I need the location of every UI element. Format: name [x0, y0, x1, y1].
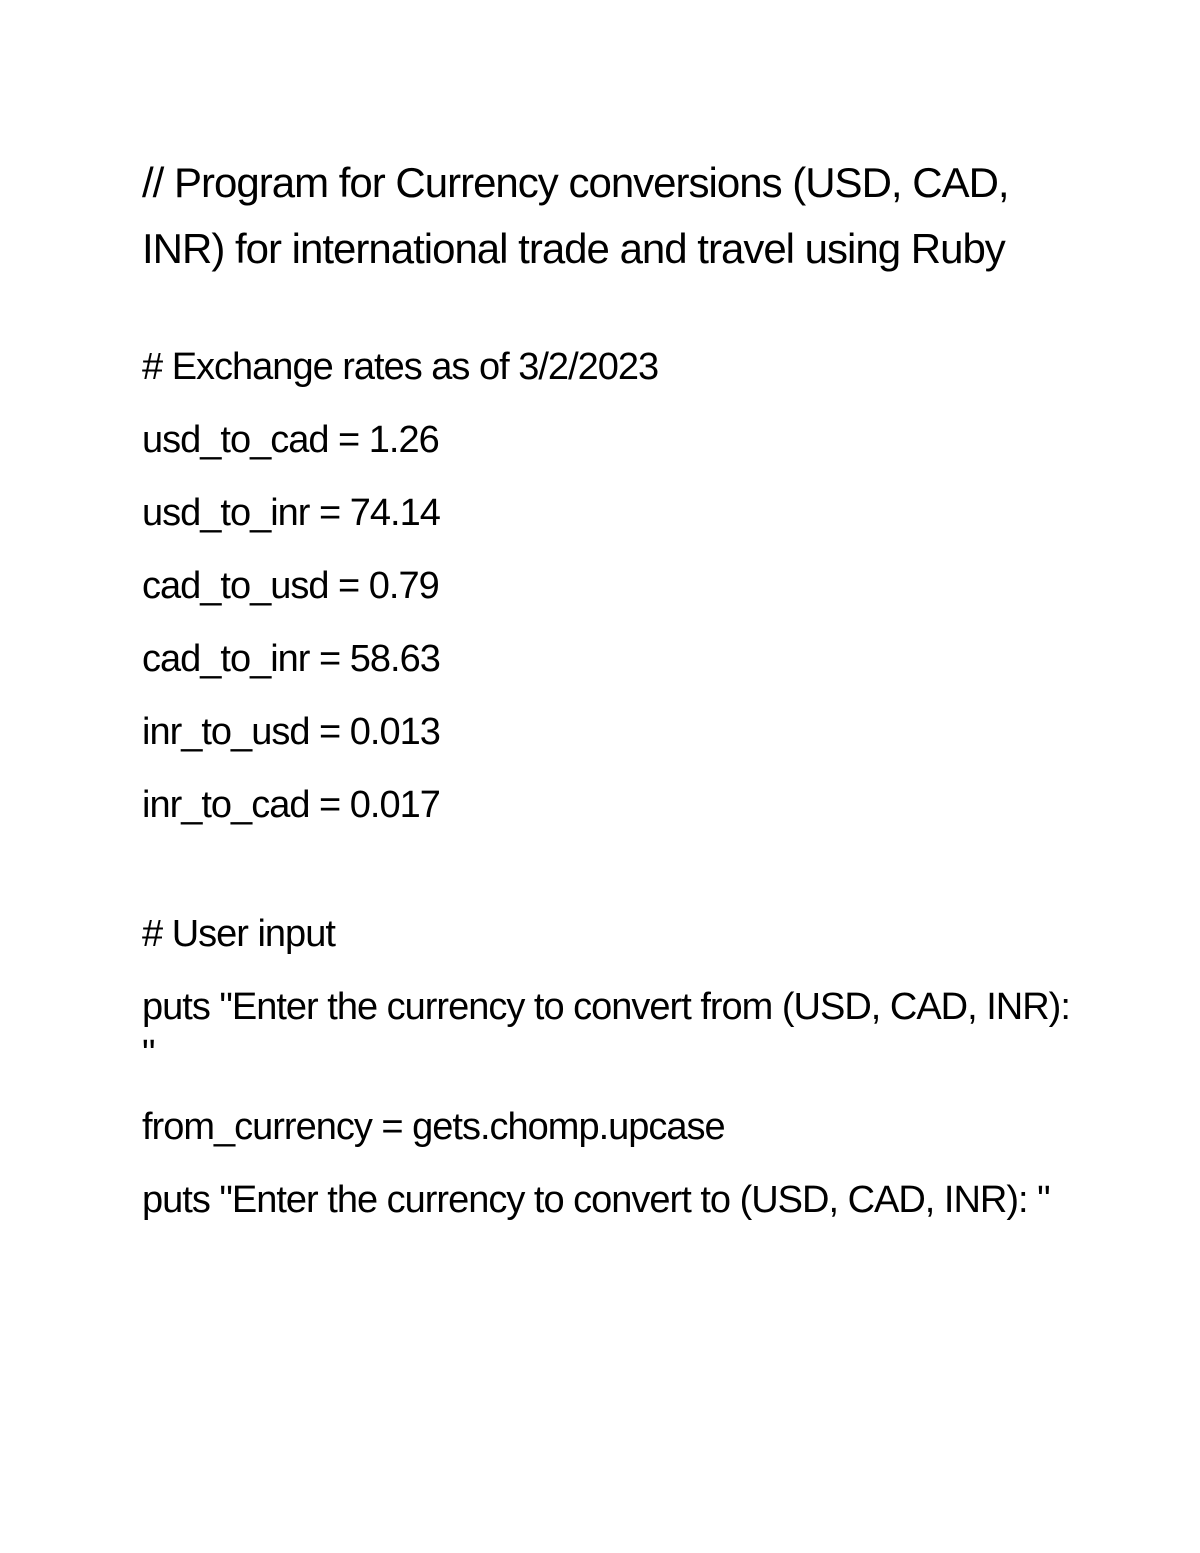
rates-comment: # Exchange rates as of 3/2/2023: [142, 346, 659, 388]
input-comment: # User input: [142, 913, 335, 955]
code-line-puts-to: puts "Enter the currency to convert to (USD, CAD, INR): ": [142, 1179, 1050, 1221]
code-line-puts-from: puts "Enter the currency to convert from (USD, CAD, INR): ": [142, 986, 1080, 1075]
document-content: [142, 150, 1082, 1250]
code-line-inr-to-cad: inr_to_cad = 0.017: [142, 784, 440, 826]
code-line-inr-to-usd: inr_to_usd = 0.013: [142, 711, 440, 753]
code-line-usd-to-cad: usd_to_cad = 1.26: [142, 419, 439, 461]
code-line-from-currency: from_currency = gets.chomp.upcase: [142, 1106, 725, 1148]
code-line-cad-to-inr: cad_to_inr = 58.63: [142, 638, 440, 680]
code-line-usd-to-inr: usd_to_inr = 74.14: [142, 492, 440, 534]
document-title: // Program for Currency conversions (USD, CAD, INR) for international trade and travel using Ruby: [142, 159, 1009, 272]
code-line-cad-to-usd: cad_to_usd = 0.79: [142, 565, 439, 607]
